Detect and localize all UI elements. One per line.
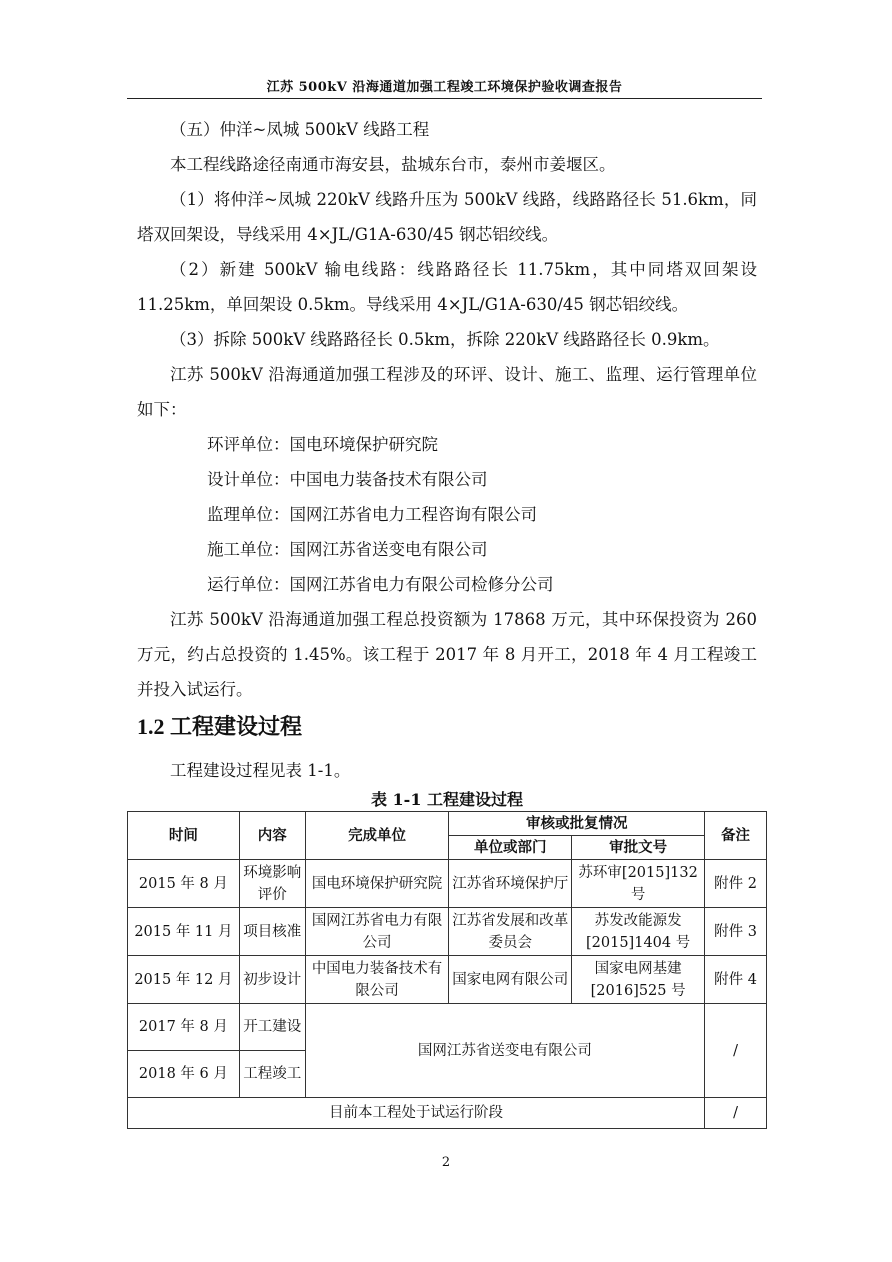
cell-content: 初步设计 (239, 956, 305, 1004)
paragraph-route: 本工程线路途径南通市海安县，盐城东台市，泰州市姜堰区。 (170, 155, 616, 174)
org-construction: 施工单位：国网江苏省送变电有限公司 (207, 540, 488, 559)
cell-docno: 国家电网基建[2016]525 号 (572, 956, 705, 1004)
cell-remark: 附件 3 (705, 908, 767, 956)
table-row (128, 1098, 767, 1129)
cell-unit-merged: 国网江苏省送变电有限公司 (305, 1004, 704, 1098)
paragraph-item-2: （2）新建 500kV 输电线路：线路路径长 11.75km，其中同塔双回架设 11.25km，单回架设 0.5km。导线采用 4×JL/G1A-630/45 钢芯铝绞线。 (137, 260, 757, 314)
org-operation: 运行单位：国网江苏省电力有限公司检修分公司 (207, 575, 554, 594)
process-table (127, 811, 767, 1129)
cell-time: 2018 年 6 月 (128, 1051, 240, 1098)
paragraph-item-1: （1）将仲洋~凤城 220kV 线路升压为 500kV 线路，线路路径长 51.6km，同塔双回架设，导线采用 4×JL/G1A-630/45 钢芯铝绞线。 (137, 190, 757, 244)
cell-unit: 国网江苏省电力有限公司 (305, 908, 449, 956)
cell-content: 工程竣工 (239, 1051, 305, 1098)
paragraph-item-3: （3）拆除 500kV 线路路径长 0.5km，拆除 220kV 线路路径长 0.9km。 (170, 330, 720, 349)
cell-time: 2015 年 12 月 (128, 956, 240, 1004)
table-caption: 表 1-1 工程建设过程 (370, 790, 524, 809)
cell-content: 环境影响评价 (239, 860, 305, 908)
table-row (128, 908, 767, 956)
paragraph-investment: 江苏 500kV 沿海通道加强工程总投资额为 17868 万元，其中环保投资为 260 万元，约占总投资的 1.45%。该工程于 2017 年 8 月开工，2018 年 4 月工程竣工并投入试运行。 (137, 610, 757, 699)
org-eia: 环评单位：国电环境保护研究院 (207, 435, 438, 454)
cell-remark: 附件 2 (705, 860, 767, 908)
header-review: 审核或批复情况 (449, 812, 705, 836)
header-content: 内容 (239, 812, 305, 860)
paragraph-subsection: （五）仲洋~凤城 500kV 线路工程 (170, 120, 430, 139)
cell-dept: 江苏省发展和改革委员会 (449, 908, 572, 956)
header-rule (127, 98, 762, 99)
header-dept: 单位或部门 (449, 836, 572, 860)
table-header-row (128, 812, 767, 836)
header-remark: 备注 (705, 812, 767, 860)
cell-remark: / (705, 1004, 767, 1098)
table-row (128, 956, 767, 1004)
cell-time: 2015 年 8 月 (128, 860, 240, 908)
org-design: 设计单位：中国电力装备技术有限公司 (207, 470, 488, 489)
cell-docno: 苏发改能源发[2015]1404 号 (572, 908, 705, 956)
paragraph-units-intro: 江苏 500kV 沿海通道加强工程涉及的环评、设计、施工、监理、运行管理单位如下： (137, 365, 757, 419)
cell-dept: 江苏省环境保护厅 (449, 860, 572, 908)
cell-docno: 苏环审[2015]132 号 (572, 860, 705, 908)
cell-content: 开工建设 (239, 1004, 305, 1051)
cell-time: 2015 年 11 月 (128, 908, 240, 956)
section-heading: 1.2 工程建设过程 (137, 714, 303, 739)
table-intro: 工程建设过程见表 1-1。 (170, 761, 351, 780)
cell-remark: 附件 4 (705, 956, 767, 1004)
table-row (128, 1004, 767, 1051)
page-number: 2 (441, 1155, 451, 1170)
header-time: 时间 (128, 812, 240, 860)
cell-dept: 国家电网有限公司 (449, 956, 572, 1004)
running-header: 江苏 500kV 沿海通道加强工程竣工环境保护验收调查报告 (266, 80, 623, 95)
cell-content: 项目核准 (239, 908, 305, 956)
cell-status: 目前本工程处于试运行阶段 (128, 1098, 705, 1129)
cell-time: 2017 年 8 月 (128, 1004, 240, 1051)
table-row (128, 860, 767, 908)
body-text (137, 112, 757, 707)
cell-remark: / (705, 1098, 767, 1129)
cell-unit: 中国电力装备技术有限公司 (305, 956, 449, 1004)
header-unit: 完成单位 (305, 812, 449, 860)
header-docno: 审批文号 (572, 836, 705, 860)
cell-unit: 国电环境保护研究院 (305, 860, 449, 908)
org-supervision: 监理单位：国网江苏省电力工程咨询有限公司 (207, 505, 537, 524)
